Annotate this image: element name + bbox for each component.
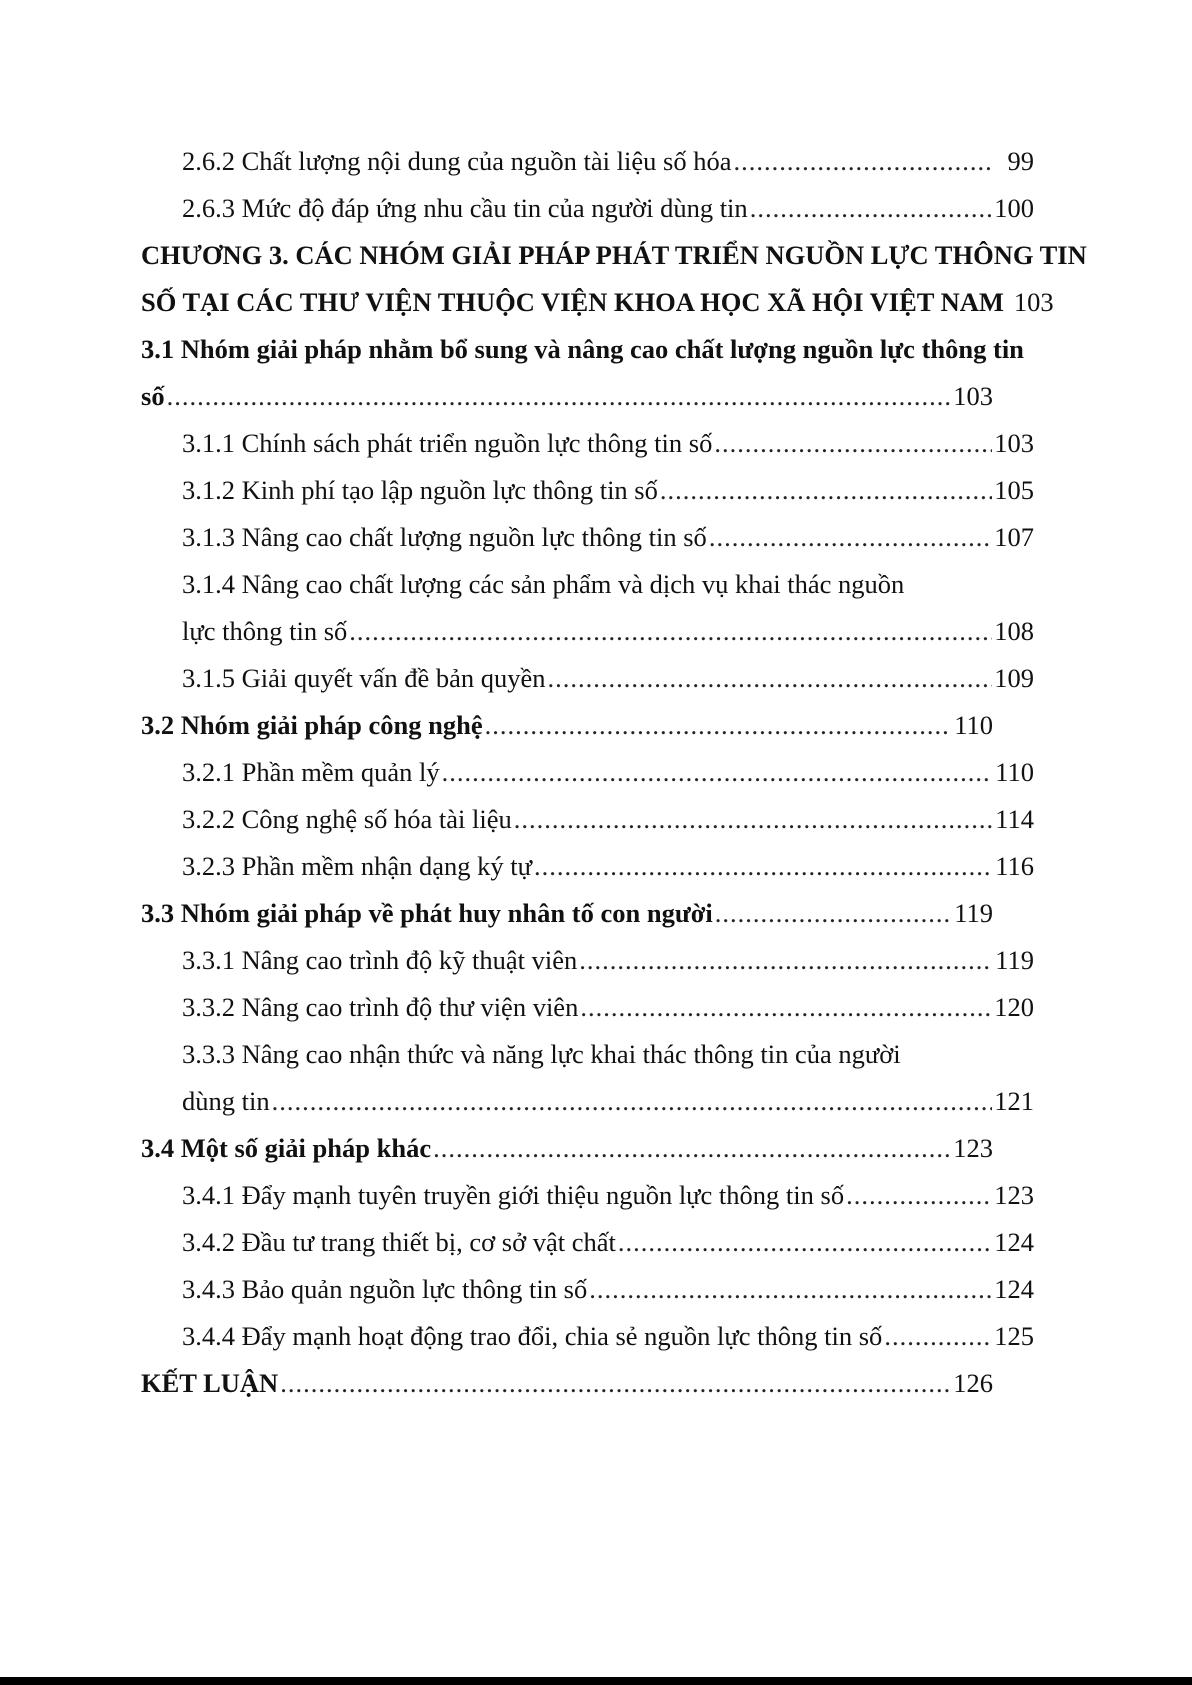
toc-page-number: 116 xyxy=(995,851,1034,881)
dot-leader xyxy=(167,373,951,420)
toc-entry-3-2-2[interactable] xyxy=(141,796,1034,843)
toc-entry-title-line-1: 3.3.3 Nâng cao nhận thức và năng lực khai thác thông tin của người xyxy=(182,1039,901,1069)
toc-entry-title: 3.1.1 Chính sách phát triển nguồn lực thông tin số xyxy=(182,428,713,458)
toc-entry-3-4-2[interactable] xyxy=(141,1219,1034,1266)
chapter-heading-line-1: CHƯƠNG 3. CÁC NHÓM GIẢI PHÁP PHÁT TRIỂN NGUỒN LỰC THÔNG TIN xyxy=(141,240,1087,270)
toc-entry-title: KẾT LUẬN xyxy=(141,1368,279,1398)
toc-entry-title: 3.4.1 Đẩy mạnh tuyên truyền giới thiệu nguồn lực thông tin số xyxy=(182,1180,845,1210)
chapter-heading-line-2-row xyxy=(141,279,1054,326)
toc-entry-title: 3.2 Nhóm giải pháp công nghệ xyxy=(141,710,483,740)
dot-leader xyxy=(660,467,992,514)
toc-entry-title-line-2: dùng tin xyxy=(182,1086,270,1116)
dot-leader xyxy=(534,843,992,890)
toc-entry-line-2-row xyxy=(141,608,1034,655)
toc-page-number: 123 xyxy=(953,1133,993,1163)
toc-entry-title: 3.3.2 Nâng cao trình độ thư viện viên xyxy=(182,992,579,1022)
toc-entry-3-4[interactable] xyxy=(141,1125,993,1172)
dot-leader xyxy=(485,702,951,749)
toc-entry-3-3-1[interactable] xyxy=(141,937,1034,984)
toc-entry-3-1[interactable] xyxy=(141,326,1024,420)
toc-entry-3-2-1[interactable] xyxy=(141,749,1034,796)
dot-leader xyxy=(618,1219,992,1266)
toc-entry-title: 3.2.3 Phần mềm nhận dạng ký tự xyxy=(182,851,532,881)
toc-entry-title: 3.2.2 Công nghệ số hóa tài liệu xyxy=(182,804,512,834)
toc-entry-2-6-3[interactable] xyxy=(141,185,1034,232)
dot-leader xyxy=(272,1078,992,1125)
toc-page-number: 121 xyxy=(994,1086,1034,1116)
dot-leader xyxy=(349,608,992,655)
dot-leader xyxy=(579,937,992,984)
toc-page-number: 108 xyxy=(994,616,1034,646)
toc-entry-2-6-2[interactable] xyxy=(141,138,1034,185)
toc-page-number: 114 xyxy=(995,804,1034,834)
toc-entry-title: 3.3 Nhóm giải pháp về phát huy nhân tố con người xyxy=(141,898,713,928)
toc-entry-title: 3.4.3 Bảo quản nguồn lực thông tin số xyxy=(182,1274,588,1304)
section-heading-line-2-row xyxy=(141,373,993,420)
dot-leader xyxy=(750,185,992,232)
dot-leader xyxy=(884,1313,992,1360)
toc-entry-title: 3.4.4 Đẩy mạnh hoạt động trao đổi, chia sẻ nguồn lực thông tin số xyxy=(182,1321,883,1351)
toc-page-number: 103 xyxy=(953,381,993,411)
dot-leader xyxy=(580,984,992,1031)
dot-leader xyxy=(709,514,992,561)
toc-page-number: 103 xyxy=(1013,287,1054,317)
dot-leader xyxy=(589,1266,992,1313)
toc-page-number: 119 xyxy=(954,898,993,928)
dot-leader xyxy=(548,655,992,702)
toc-entry-title-line-2: lực thông tin số xyxy=(182,616,348,646)
toc-entry-3-1-3[interactable] xyxy=(141,514,1034,561)
toc-entry-title: 3.1.2 Kinh phí tạo lập nguồn lực thông tin số xyxy=(182,475,658,505)
toc-entry-line-2-row xyxy=(141,1078,1034,1125)
toc-entry-title-line-1: 3.1.4 Nâng cao chất lượng các sản phẩm và dịch vụ khai thác nguồn xyxy=(182,569,905,599)
toc-entry-3-4-3[interactable] xyxy=(141,1266,1034,1313)
toc-entry-3-1-1[interactable] xyxy=(141,420,1034,467)
toc-entry-title: 3.4 Một số giải pháp khác xyxy=(141,1133,432,1163)
toc-page-number: 126 xyxy=(953,1368,993,1398)
toc-entry-3-2[interactable] xyxy=(141,702,993,749)
toc-entry-title: 3.1.3 Nâng cao chất lượng nguồn lực thông tin số xyxy=(182,522,707,552)
dot-leader xyxy=(715,890,951,937)
toc-page-number: 109 xyxy=(994,663,1034,693)
toc-entry-conclusion[interactable] xyxy=(141,1360,993,1407)
toc-page-number: 124 xyxy=(994,1274,1034,1304)
toc-entry-3-4-4[interactable] xyxy=(141,1313,1034,1360)
toc-entry-title: 2.6.2 Chất lượng nội dung của nguồn tài liệu số hóa xyxy=(182,146,732,176)
toc-page-number: 123 xyxy=(994,1180,1034,1210)
toc-entry-3-4-1[interactable] xyxy=(141,1172,1034,1219)
toc-page-number: 119 xyxy=(995,945,1034,975)
dot-leader xyxy=(442,749,992,796)
toc-entry-title: 3.3.1 Nâng cao trình độ kỹ thuật viên xyxy=(182,945,578,975)
toc-page-number: 110 xyxy=(954,710,993,740)
table-of-contents xyxy=(141,138,1087,1407)
toc-entry-3-1-4[interactable] xyxy=(141,561,1034,655)
toc-page-number: 105 xyxy=(994,475,1034,505)
toc-entry-3-3-3[interactable] xyxy=(141,1031,1034,1125)
section-heading-line-2: số xyxy=(141,381,165,411)
page-bottom-edge xyxy=(0,1677,1192,1685)
toc-entry-3-1-5[interactable] xyxy=(141,655,1034,702)
dot-leader xyxy=(433,1125,951,1172)
toc-page-number: 120 xyxy=(994,992,1034,1022)
toc-entry-3-3-2[interactable] xyxy=(141,984,1034,1031)
toc-entry-title: 3.1.5 Giải quyết vấn đề bản quyền xyxy=(182,663,546,693)
toc-entry-3-1-2[interactable] xyxy=(141,467,1034,514)
dot-leader xyxy=(733,138,992,185)
toc-page-number: 103 xyxy=(994,428,1034,458)
toc-page-number: 107 xyxy=(994,522,1034,552)
toc-page-number: 110 xyxy=(995,757,1034,787)
dot-leader xyxy=(280,1360,951,1407)
toc-entry-title: 3.4.2 Đầu tư trang thiết bị, cơ sở vật chất xyxy=(182,1227,616,1257)
toc-page-number: 124 xyxy=(994,1227,1034,1257)
toc-entry-3-3[interactable] xyxy=(141,890,993,937)
toc-entry-title: 3.2.1 Phần mềm quản lý xyxy=(182,757,440,787)
toc-page-number: 100 xyxy=(994,193,1034,223)
chapter-heading-line-2: SỐ TẠI CÁC THƯ VIỆN THUỘC VIỆN KHOA HỌC XÃ HỘI VIỆT NAM xyxy=(141,287,1004,317)
section-heading-line-1: 3.1 Nhóm giải pháp nhằm bổ sung và nâng cao chất lượng nguồn lực thông tin xyxy=(141,334,1024,364)
dot-leader xyxy=(714,420,992,467)
toc-entry-3-2-3[interactable] xyxy=(141,843,1034,890)
toc-page-number: 99 xyxy=(1007,146,1034,176)
toc-entry-title: 2.6.3 Mức độ đáp ứng nhu cầu tin của người dùng tin xyxy=(182,193,748,223)
dot-leader xyxy=(514,796,992,843)
toc-page-number: 125 xyxy=(994,1321,1034,1351)
dot-leader xyxy=(846,1172,992,1219)
toc-entry-chapter-3[interactable] xyxy=(141,232,1087,326)
